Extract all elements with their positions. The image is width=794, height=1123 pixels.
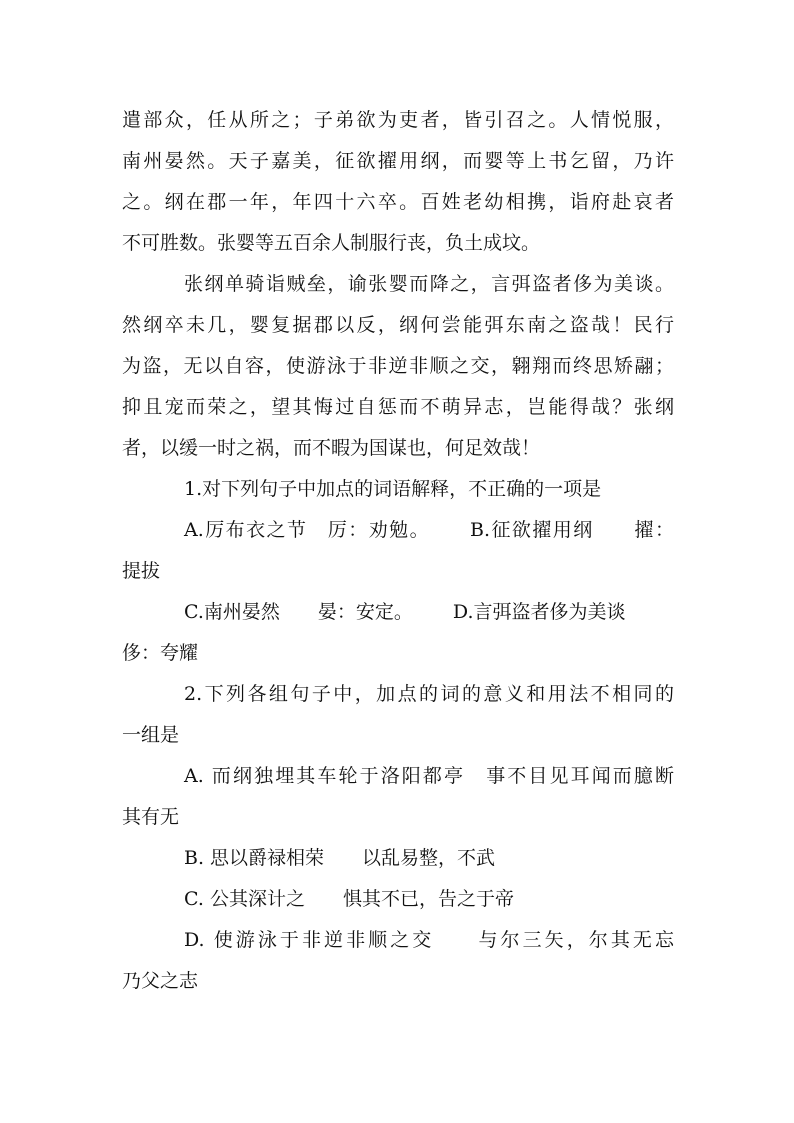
text-line: 遣部众，任从所之；子弟欲为吏者，皆引召之。人情悦服， (122, 109, 674, 131)
question-1 (122, 469, 674, 674)
paragraph-1 (122, 100, 674, 264)
text-line: 张纲单骑诣贼垒，谕张婴而降之，言弭盗者侈为美谈。 (184, 273, 674, 295)
option-a-b (122, 510, 674, 551)
option-b: B. 思以爵禄相荣 以乱易整，不武 (184, 847, 496, 869)
question-stem: 2.下列各组句子中，加点的词的意义和用法不相同的 (184, 683, 674, 705)
paragraph-2 (122, 264, 674, 469)
text-line: 之。纲在郡一年，年四十六卒。百姓老幼相携，诣府赴哀者 (122, 191, 674, 213)
text-line: 不可胜数。张婴等五百余人制服行丧，负土成坟。 (122, 232, 541, 254)
text-line: 为盗，无以自容，使游泳于非逆非顺之交，翱翔而终思矫翮； (122, 355, 674, 377)
option-c: C. 公其深计之 惧其不已，告之于帝 (184, 888, 514, 910)
option-d: D. 使游泳于非逆非顺之交 与尔三矢，尔其无忘 (184, 929, 674, 951)
text-line: 南州晏然。天子嘉美，征欲擢用纲，而婴等上书乞留，乃许 (122, 150, 674, 172)
text-line: 然纲卒未几，婴复据郡以反，纲何尝能弭东南之盗哉！民行 (122, 314, 674, 336)
question-stem: 1.对下列句子中加点的词语解释，不正确的一项是 (184, 478, 602, 500)
option-d-continued: 乃父之志 (122, 970, 199, 992)
option-d-continued: 侈：夸耀 (122, 642, 199, 664)
option-b-continued: 提拔 (122, 560, 161, 582)
question-stem-continued: 一组是 (122, 724, 180, 746)
option-b: B.征欲擢用纲 擢： (470, 519, 674, 541)
option-a: A.厉布衣之节 厉：劝勉。 (184, 519, 431, 541)
document-body (122, 100, 674, 1002)
text-line: 者，以缓一时之祸，而不暇为国谋也，何足效哉！ (122, 437, 541, 459)
text-line: 抑且宠而荣之，望其悔过自惩而不萌异志，岂能得哉？张纲 (122, 396, 674, 418)
option-a-continued: 其有无 (122, 806, 180, 828)
option-d: D.言弭盗者侈为美谈 (452, 601, 626, 623)
option-c-d (122, 592, 674, 633)
option-c: C.南州晏然 晏：安定。 (184, 601, 413, 623)
question-2 (122, 674, 674, 1002)
option-a: A. 而纲独埋其车轮于洛阳都亭 事不目见耳闻而臆断 (184, 765, 674, 787)
